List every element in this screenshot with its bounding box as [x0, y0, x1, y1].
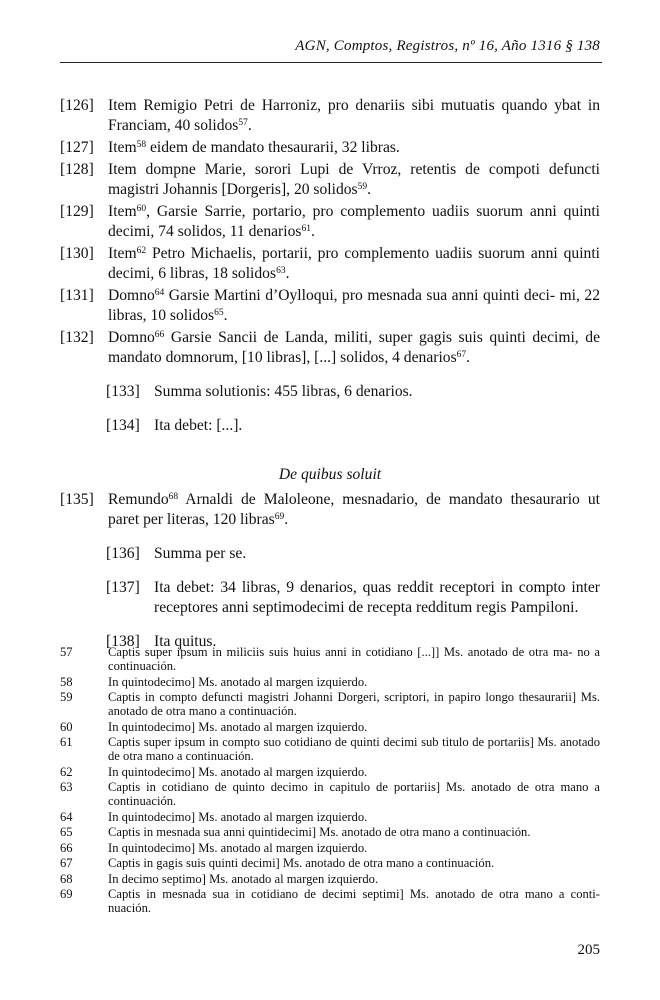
- footnote: [60, 765, 600, 779]
- footnote-ref: 68: [168, 492, 179, 502]
- entry: [60, 244, 600, 284]
- footnotes: [60, 645, 600, 917]
- footnote-ref: 66: [154, 330, 165, 340]
- entry-text: Item: [108, 203, 137, 220]
- header-rule: [60, 62, 602, 63]
- footnote: [60, 735, 600, 763]
- entry-text: .: [247, 117, 252, 134]
- footnote-text: Captis in cotidiano de quinto decimo in capitulo de portariis] Ms. anotado de otra mano a continuación.: [108, 780, 600, 808]
- footnote-ref: 61: [301, 224, 311, 234]
- entry-text: eidem de mandato thesaurarii, 32 libras.: [146, 139, 400, 156]
- entry-number: [130]: [60, 245, 94, 262]
- entry-number: [135]: [60, 491, 94, 508]
- footnote-ref: 62: [136, 246, 147, 256]
- entry-number: [136]: [106, 545, 140, 562]
- footnote-ref: 57: [238, 118, 248, 128]
- footnote-number: 64: [60, 809, 73, 824]
- entry-text: Domno: [108, 287, 155, 304]
- entry: [60, 328, 600, 368]
- page-number: 205: [577, 942, 600, 958]
- entry-text: .: [223, 307, 228, 324]
- footnote-ref: 63: [276, 266, 286, 276]
- section-title: De quibus soluit: [278, 466, 382, 483]
- footnote-number: 58: [60, 674, 73, 689]
- entry-number: [137]: [106, 579, 140, 596]
- entry-135-container: [60, 490, 600, 530]
- footnote-text: Captis in compto defuncti magistri Johanni Dorgeri, scriptori, in papiro longo thesaurarii] Ms. anotado de otra mano a continuación.: [108, 690, 600, 718]
- footnote-number: 62: [60, 764, 73, 779]
- entry-list: [60, 96, 600, 368]
- footnote-number: 65: [60, 825, 73, 839]
- entry-text: Arnaldi de Maloleone, mesnadario, de mandato thesaurario ut paret per literas, 120 libras: [108, 491, 600, 528]
- entry-text: Ita debet: [...].: [154, 417, 243, 434]
- entry-text: Remundo: [108, 491, 169, 508]
- footnote-number: 68: [60, 871, 73, 886]
- footnote: [60, 720, 600, 734]
- summary-list-a: [60, 382, 600, 436]
- entry-text: Summa per se.: [154, 545, 247, 562]
- entry-text: Summa solutionis: 455 libras, 6 denarios.: [154, 383, 413, 400]
- entry-text: .: [466, 349, 471, 366]
- entry-text: Domno: [108, 329, 155, 346]
- entry-text: Item: [108, 245, 137, 262]
- footnote: [60, 675, 600, 689]
- footnote-number: 57: [60, 645, 73, 659]
- running-header: AGN, Comptos, Registros, nº 16, Año 1316 § 138: [295, 38, 600, 54]
- footnote-number: 66: [60, 840, 73, 855]
- entry-text: Item Remigio Petri de Harroniz, pro denariis sibi mutuatis quando ybat in Franciam, 40 solidos: [108, 97, 600, 134]
- entry-text: .: [367, 181, 372, 198]
- footnote: [60, 872, 600, 886]
- entry: [60, 578, 600, 618]
- entry: [60, 490, 600, 530]
- entry-text: Item: [108, 139, 137, 156]
- entry: [60, 286, 600, 326]
- entry-text: , Garsie Sarrie, portario, pro complemento uadiis suorum anni quinti decimi, 74 solidos, 11 denarios: [108, 203, 600, 240]
- footnote-text: Captis in mesnada sua anni quintidecimi] Ms. anotado de otra mano a continuación.: [108, 825, 531, 839]
- footnote-text: In quintodecimo] Ms. anotado al margen izquierdo.: [108, 764, 368, 779]
- footnote-number: 63: [60, 780, 73, 794]
- footnote-text: Captis super ipsum in miliciis suis huius anni in cotidiano [...]] Ms. anotado de otra ma- no a continuación.: [108, 645, 600, 673]
- entry-number: [129]: [60, 203, 94, 220]
- footnote-text: In quintodecimo] Ms. anotado al margen izquierdo.: [108, 674, 368, 689]
- footnote: [60, 841, 600, 855]
- footnote-text: In quintodecimo] Ms. anotado al margen izquierdo.: [108, 809, 368, 824]
- entry: [60, 138, 600, 158]
- footnote: [60, 856, 600, 870]
- footnote-text: In quintodecimo] Ms. anotado al margen izquierdo.: [108, 719, 368, 734]
- entry-number: [128]: [60, 161, 94, 178]
- entry: [60, 544, 600, 564]
- footnote-number: 61: [60, 735, 73, 749]
- footnote: [60, 780, 600, 808]
- entry-number: [126]: [60, 97, 94, 114]
- entry-number: [127]: [60, 139, 94, 156]
- footnote-text: In quintodecimo] Ms. anotado al margen izquierdo.: [108, 840, 368, 855]
- entry: [60, 96, 600, 136]
- footnote-text: In decimo septimo] Ms. anotado al margen izquierdo.: [108, 871, 379, 886]
- summary-list-b: [60, 544, 600, 652]
- entry: [60, 382, 600, 402]
- entry-number: [133]: [106, 383, 140, 400]
- entry: [60, 160, 600, 200]
- footnote-ref: 69: [274, 512, 285, 522]
- entries-block: [60, 96, 600, 652]
- entry-text: Garsie Martini d’Oylloqui, pro mesnada sua anni quinti deci- mi, 22 libras, 10 solidos: [108, 287, 600, 324]
- footnote-number: 59: [60, 690, 73, 704]
- entry-text: .: [310, 223, 315, 240]
- footnote-ref: 59: [357, 182, 368, 192]
- footnote-ref: 60: [136, 204, 147, 214]
- footnote-text: Captis in mesnada sua in cotidiano de decimi septimi] Ms. anotado de otra mano a conti- nuación.: [108, 887, 600, 915]
- entry-number: [131]: [60, 287, 94, 304]
- entry-text: Ita debet: 34 libras, 9 denarios, quas reddit receptori in compto inter receptores anni septimodecimi de recepta redditum regis Pampiloni.: [154, 579, 600, 616]
- entry-text: Petro Michaelis, portarii, pro complemento uadiis suorum anni quinti decimi, 6 libras, 18 solidos: [108, 245, 600, 282]
- entry-number: [134]: [106, 417, 140, 434]
- entry-text: Item dompne Marie, sorori Lupi de Vrroz, retentis de compoti defuncti magistri Johannis [Dorgeris], 20 solidos: [108, 161, 600, 198]
- entry-text: Ita quitus.: [154, 633, 217, 650]
- footnote-number: 67: [60, 856, 73, 870]
- footnote-text: Captis in gagis suis quinti decimi] Ms. anotado de otra mano a continuación.: [108, 856, 495, 870]
- entry-text: Garsie Sancii de Landa, militi, super gagis suis quinti decimi, de mandato domnorum, [10 libras], [...] solidos, 4 denarios: [108, 329, 600, 366]
- footnote: [60, 690, 600, 718]
- footnote-ref: 67: [456, 350, 467, 360]
- footnote: [60, 810, 600, 824]
- footnote: [60, 825, 600, 839]
- entry: [60, 202, 600, 242]
- footnote-number: 69: [60, 887, 73, 901]
- entry-number: [138]: [106, 633, 140, 650]
- entry-number: [132]: [60, 329, 94, 346]
- footnote-number: 60: [60, 719, 73, 734]
- footnote: [60, 887, 600, 915]
- footnote-ref: 58: [136, 140, 147, 150]
- footnote-ref: 64: [154, 288, 165, 298]
- entry-text: .: [285, 265, 290, 282]
- entry: [60, 416, 600, 436]
- footnote: [60, 645, 600, 673]
- footnote-text: Captis super ipsum in compto suo cotidiano de quinti decimi sub titulo de portariis] Ms. anotado de otra mano a continuación.: [108, 735, 600, 763]
- footnote-ref: 65: [214, 308, 224, 318]
- entry-text: .: [284, 511, 289, 528]
